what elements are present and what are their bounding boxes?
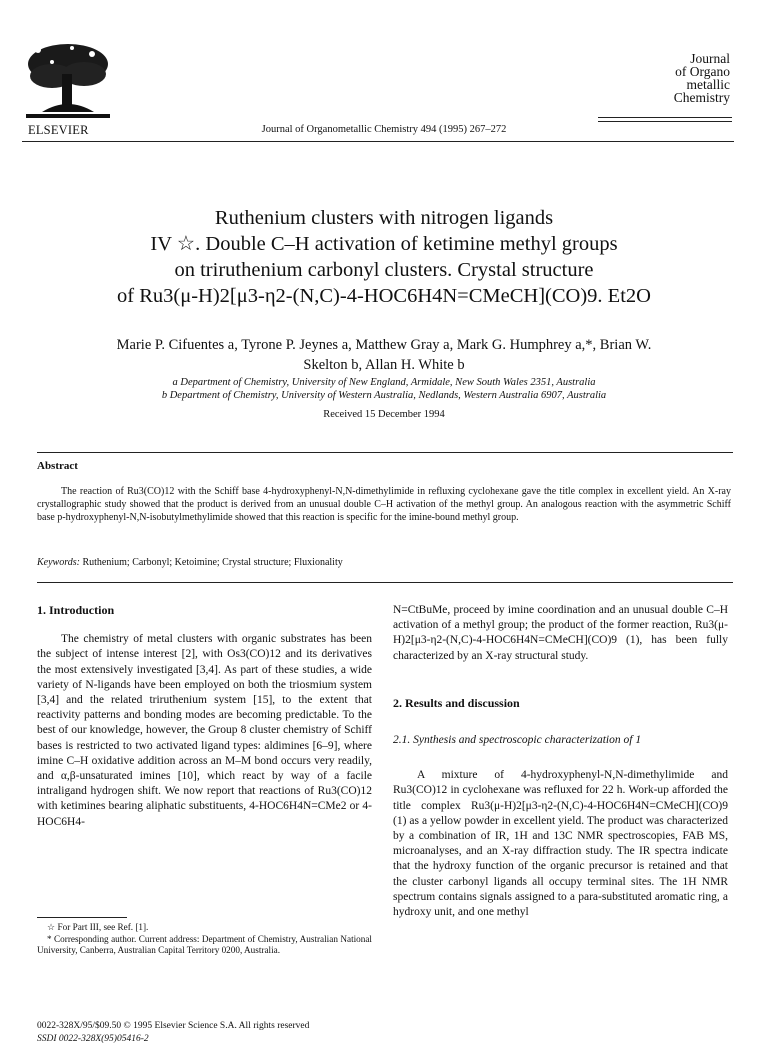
article-title xyxy=(30,205,738,309)
author-line: Marie P. Cifuentes a, Tyrone P. Jeynes a, Matthew Gray a, Mark G. Humphrey a,*, Brian W. xyxy=(116,337,652,353)
title-line: on triruthenium carbonyl clusters. Crystal structure xyxy=(174,259,594,281)
footnotes xyxy=(37,922,372,957)
header-rule-logo xyxy=(598,117,732,118)
results-heading: 2. Results and discussion xyxy=(393,695,520,710)
intro-continuation: N=CtBuMe, proceed by imine coordination and an unusual double C–H activation of a methyl group; the product of the former reaction, Ru3(μ-H)2[μ3-η2-(N,C)-4-HOC6H4N=CMeCH](CO)9 (1), has been fully characterized by an X-ray structural study. xyxy=(393,604,728,662)
intro-paragraph: The chemistry of metal clusters with organic substrates has been the subject of intense interest [2], with Os3(CO)12 and its derivatives the most extensively investigated [3,4]. As part of these studies, a wide variety of N-ligands have been employed on both the triosmium system [3,4] and the related triruthenium system [15], to the extent that reactivity patterns and bonding modes are becoming predictable. To the best of our knowledge, however, the Group 8 cluster chemistry of Schiff bases is restricted to two activated ligand types: aldimines [6–9], where imine C–H oxidative addition across an M–M bond occurs very readily, and α,β-unsaturated imines [10], which react by way of a facile intraligand hydrogen shift. We now report that reactions of Ru3(CO)12 with ketimines bearing aliphatic substituents, 4-HOC6H4N=CMe2 or 4-HOC6H4- xyxy=(37,633,372,828)
received-date: Received 15 December 1994 xyxy=(323,409,445,420)
keywords-label: Keywords: xyxy=(37,557,80,568)
affiliations xyxy=(30,376,738,402)
keywords-list: Ruthenium; Carbonyl; Ketoimine; Crystal structure; Fluxionality xyxy=(82,557,343,568)
intro-heading: 1. Introduction xyxy=(37,603,115,617)
page-footer xyxy=(37,1020,309,1045)
subsection-heading: 2.1. Synthesis and spectroscopic characterization of 1 xyxy=(393,734,642,747)
right-column xyxy=(393,603,728,920)
header-rule xyxy=(22,141,734,142)
results-paragraph: A mixture of 4-hydroxyphenyl-N,N-dimethylimide and Ru3(CO)12 in cyclohexane was refluxed for 22 h. Work-up afforded the title complex Ru3(μ-H)2[μ3-η2-(N,C)-4-HOC6H4N=CMeCH](CO)9 (1) as a yellow powder in excellent yield. The product was characterized by a combination of IR, 1H and 13C NMR spectroscopies, FAB MS, microanalyses, and an X-ray diffraction study. The IR spectra indicate that the hydroxy function of the organic precursor is retained and that the cluster carbonyl ligands all occupy terminal sites. The 1H NMR spectrum contains signals assigned to a para-substituted aromatic ring, a hydroxy unit, and one methyl xyxy=(393,769,728,919)
publisher-name: ELSEVIER xyxy=(28,123,89,137)
abstract-body xyxy=(37,485,731,524)
elsevier-tree-logo xyxy=(22,38,114,120)
keywords xyxy=(37,557,731,568)
title-line: IV ☆. Double C–H activation of ketimine methyl groups xyxy=(150,233,618,255)
journal-logo xyxy=(610,52,730,104)
author-line: Skelton b, Allan H. White b xyxy=(303,357,465,373)
affiliation-a: a Department of Chemistry, University of New England, Armidale, New South Wales 2351, Australia xyxy=(172,377,596,388)
footnote: ☆ For Part III, see Ref. [1]. xyxy=(47,922,149,932)
journal-logo-line: of Organo xyxy=(675,64,730,79)
affiliation-b: b Department of Chemistry, University of Western Australia, Nedlands, Western Australia 6907, Australia xyxy=(161,390,607,401)
abstract-paragraph: The reaction of Ru3(CO)12 with the Schiff base 4-hydroxyphenyl-N,N-dimethylimide in refluxing cyclohexane gave the title complex in excellent yield. An X-ray crystallographic study showed that the product is derived from an unusual double C–H activation of the methyl group. An analogous reaction with the asymmetric Schiff base p-hydroxyphenyl-N,N-isobutylmethylimide showed that this reaction is specific for the imine-bound methyl group. xyxy=(37,486,731,523)
footnote-rule xyxy=(37,917,127,918)
journal-logo-line: Journal xyxy=(690,51,730,66)
footnote: * Corresponding author. Current address: Department of Chemistry, Australian National University, Canberra, Australian Capital Territory 0200, Australia. xyxy=(37,933,372,955)
title-line: Ruthenium clusters with nitrogen ligands xyxy=(214,207,554,229)
abstract-heading: Abstract xyxy=(37,460,78,472)
journal-logo-line: Chemistry xyxy=(673,90,730,105)
ssdi-line: SSDI 0022-328X(95)05416-2 xyxy=(37,1033,149,1044)
journal-logo-line: metallic xyxy=(686,77,730,92)
journal-citation: Journal of Organometallic Chemistry 494 (1995) 267–272 xyxy=(261,124,507,135)
copyright-line: 0022-328X/95/$09.50 © 1995 Elsevier Science S.A. All rights reserved xyxy=(37,1021,310,1031)
abstract-rule-bottom xyxy=(37,582,733,583)
header-rule-logo-2 xyxy=(598,121,732,122)
author-list xyxy=(30,335,738,375)
title-line: of Ru3(μ-H)2[μ3-η2-(N,C)-4-HOC6H4N=CMeCH](CO)9. Et2O xyxy=(117,285,651,307)
abstract-rule-top xyxy=(37,452,733,453)
left-column xyxy=(37,603,372,830)
